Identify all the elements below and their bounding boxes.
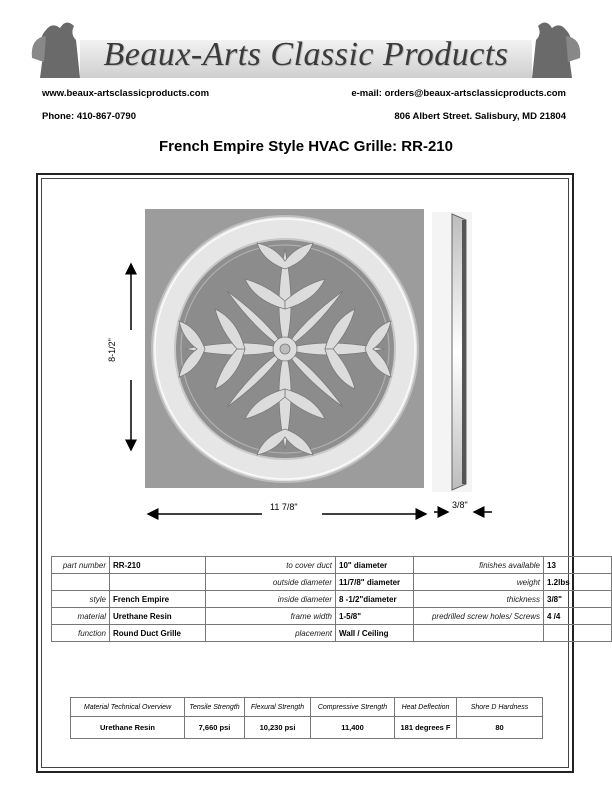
phone-number: Phone: 410-867-0790 xyxy=(42,111,136,122)
email-link[interactable]: e-mail: orders@beaux-artsclassicproducts.com xyxy=(351,88,566,99)
material-value-cell: Urethane Resin xyxy=(71,717,185,739)
spec-value xyxy=(544,625,612,642)
spec-label: weight xyxy=(414,574,544,591)
material-header-cell: Heat Deflection xyxy=(395,698,457,717)
material-value-cell: 11,400 xyxy=(311,717,395,739)
material-header-cell: Tensile Strength xyxy=(185,698,245,717)
spec-value: 8 -1/2"diameter xyxy=(336,591,414,608)
material-header-cell: Material Technical Overview xyxy=(71,698,185,717)
spec-value: 3/8" xyxy=(544,591,612,608)
spec-label: style xyxy=(52,591,110,608)
spec-value: Urethane Resin xyxy=(110,608,206,625)
spec-label: outside diameter xyxy=(206,574,336,591)
material-table-header xyxy=(71,698,543,717)
width-dimension-label: 11 7/8" xyxy=(270,502,298,512)
spec-label xyxy=(52,574,110,591)
spec-label: function xyxy=(52,625,110,642)
spec-label: part number xyxy=(52,557,110,574)
grille-front-photo xyxy=(145,209,424,488)
spec-value: 10" diameter xyxy=(336,557,414,574)
material-header-cell: Shore D Hardness xyxy=(457,698,543,717)
material-header-cell: Flexural Strength xyxy=(245,698,311,717)
thickness-dimension-label: 3/8" xyxy=(452,500,468,510)
spec-row xyxy=(52,591,612,608)
spec-label: frame width xyxy=(206,608,336,625)
spec-value: 1-5/8" xyxy=(336,608,414,625)
spec-label: finishes available xyxy=(414,557,544,574)
spec-value xyxy=(110,574,206,591)
spec-value: 4 /4 xyxy=(544,608,612,625)
griffin-left-icon xyxy=(32,22,80,78)
material-table-row xyxy=(71,717,543,739)
spec-label: material xyxy=(52,608,110,625)
spec-value: 13 xyxy=(544,557,612,574)
spec-value: Round Duct Grille xyxy=(110,625,206,642)
spec-label xyxy=(414,625,544,642)
street-address: 806 Albert Street. Salisbury, MD 21804 xyxy=(394,111,566,122)
spec-value: French Empire xyxy=(110,591,206,608)
material-value-cell: 10,230 psi xyxy=(245,717,311,739)
grille-side-profile-photo xyxy=(432,212,472,492)
spec-label: predrilled screw holes/ Screws xyxy=(414,608,544,625)
spec-label: thickness xyxy=(414,591,544,608)
spec-value: Wall / Ceiling xyxy=(336,625,414,642)
spec-row xyxy=(52,608,612,625)
spec-value: 1.2lbs xyxy=(544,574,612,591)
material-value-cell: 7,660 psi xyxy=(185,717,245,739)
brand-logo-text: Beaux-Arts Classic Products xyxy=(103,36,509,73)
material-table xyxy=(70,697,543,739)
spec-label: to cover duct xyxy=(206,557,336,574)
spec-row xyxy=(52,625,612,642)
page-title: French Empire Style HVAC Grille: RR-210 xyxy=(159,138,453,155)
material-header-cell: Compressive Strength xyxy=(311,698,395,717)
griffin-right-icon xyxy=(532,22,580,78)
website-link[interactable]: www.beaux-artsclassicproducts.com xyxy=(42,88,210,99)
spec-label: placement xyxy=(206,625,336,642)
spec-row xyxy=(52,557,612,574)
spec-value: RR-210 xyxy=(110,557,206,574)
material-value-cell: 80 xyxy=(457,717,543,739)
material-value-cell: 181 degrees F xyxy=(395,717,457,739)
spec-row xyxy=(52,574,612,591)
spec-value: 11/7/8" diameter xyxy=(336,574,414,591)
spec-table xyxy=(51,556,612,642)
spec-label: inside diameter xyxy=(206,591,336,608)
height-dimension-label: 8-1/2" xyxy=(106,338,117,362)
